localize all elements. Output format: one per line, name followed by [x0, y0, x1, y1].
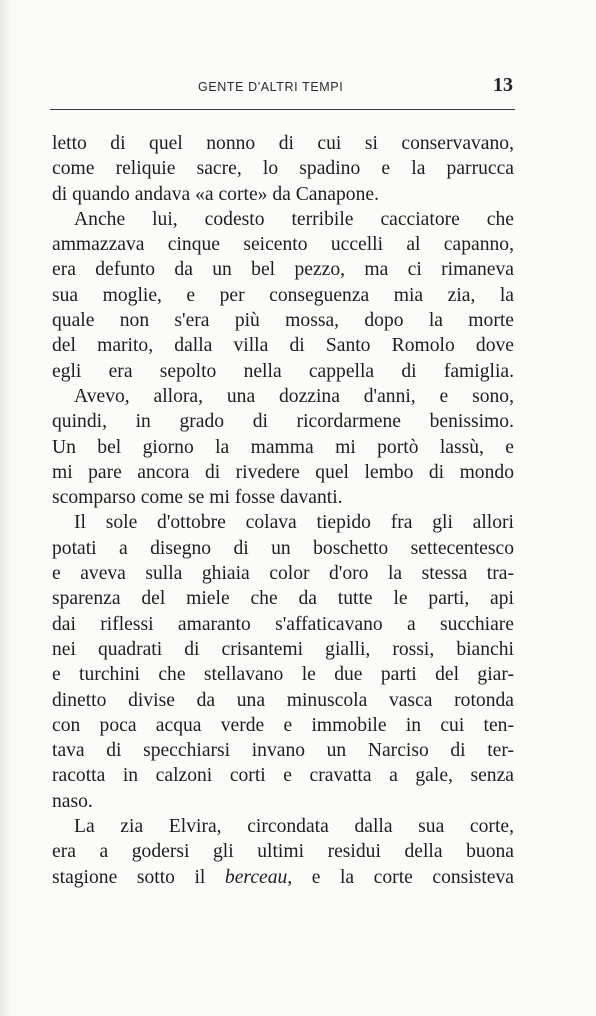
text-line: egli era sepolto nella cappella di famiglia. [52, 360, 514, 382]
text-line: scomparso come se mi fosse davanti. [52, 487, 343, 509]
text-line: Il sole d'ottobre colava tiepido fra gli allori [74, 512, 514, 534]
text-line: racotta in calzoni corti e cravatta a gale, senza [52, 765, 514, 787]
paragraph-5 [52, 814, 514, 890]
text-line: potati a disegno di un boschetto settecentesco [52, 537, 514, 559]
text-line: e turchini che stellavano le due parti del giar- [52, 664, 514, 686]
text-line: con poca acqua verde e immobile in cui ten- [52, 714, 514, 736]
text-line: letto di quel nonno di cui si conservavano, [52, 133, 514, 154]
running-head: GENTE D'ALTRI TEMPI [198, 80, 344, 94]
text-line: mi pare ancora di rivedere quel lembo di mondo [52, 461, 514, 483]
text-line: come reliquie sacre, lo spadino e la parrucca [52, 158, 514, 180]
text-line: di quando andava «a corte» da Canapone. [52, 183, 379, 205]
italic-word: berceau [224, 866, 288, 888]
paragraph-1 [52, 131, 514, 207]
text-line: tava di specchiarsi invano un Narciso di ter- [52, 740, 514, 762]
header-rule [50, 109, 515, 110]
text-line: dinetto divise da una minuscola vasca rotonda [52, 689, 514, 711]
paragraph-2 [52, 207, 514, 384]
paragraph-3 [52, 384, 514, 510]
text-line: ammazzava cinque seicento uccelli al capanno, [52, 234, 514, 256]
text-line: nei quadrati di crisantemi gialli, rossi, bianchi [52, 638, 514, 660]
page-header [50, 74, 515, 104]
text-run: stagione sotto il [52, 866, 225, 888]
page-edge-shadow [0, 0, 12, 1016]
text-line: Avevo, allora, una dozzina d'anni, e sono, [74, 385, 514, 407]
text-line: dai riflessi amaranto s'affaticavano a succhiare [52, 613, 514, 635]
text-line: Un bel giorno la mamma mi portò lassù, e [52, 436, 514, 458]
text-line: era defunto da un bel pezzo, ma ci rimaneva [52, 259, 514, 281]
text-line: e aveva sulla ghiaia color d'oro la stessa tra- [52, 563, 514, 585]
text-line: naso. [52, 790, 93, 812]
text-line: sua moglie, e per conseguenza mia zia, la [52, 284, 514, 306]
text-line: del marito, dalla villa di Santo Romolo dove [52, 335, 514, 357]
text-line: era a godersi gli ultimi residui della buona [52, 841, 514, 863]
text-run: , e la corte consisteva [287, 866, 514, 888]
paragraph-4 [52, 510, 514, 814]
text-line: quale non s'era più mossa, dopo la morte [52, 310, 514, 332]
text-line: Anche lui, codesto terribile cacciatore che [74, 208, 514, 230]
text-line [52, 865, 514, 890]
text-line: sparenza del miele che da tutte le parti, api [52, 588, 514, 610]
body-text [52, 131, 514, 890]
text-line: La zia Elvira, circondata dalla sua corte, [74, 816, 514, 838]
page-number: 13 [493, 74, 513, 96]
text-line: quindi, in grado di ricordarmene benissimo. [52, 411, 514, 433]
